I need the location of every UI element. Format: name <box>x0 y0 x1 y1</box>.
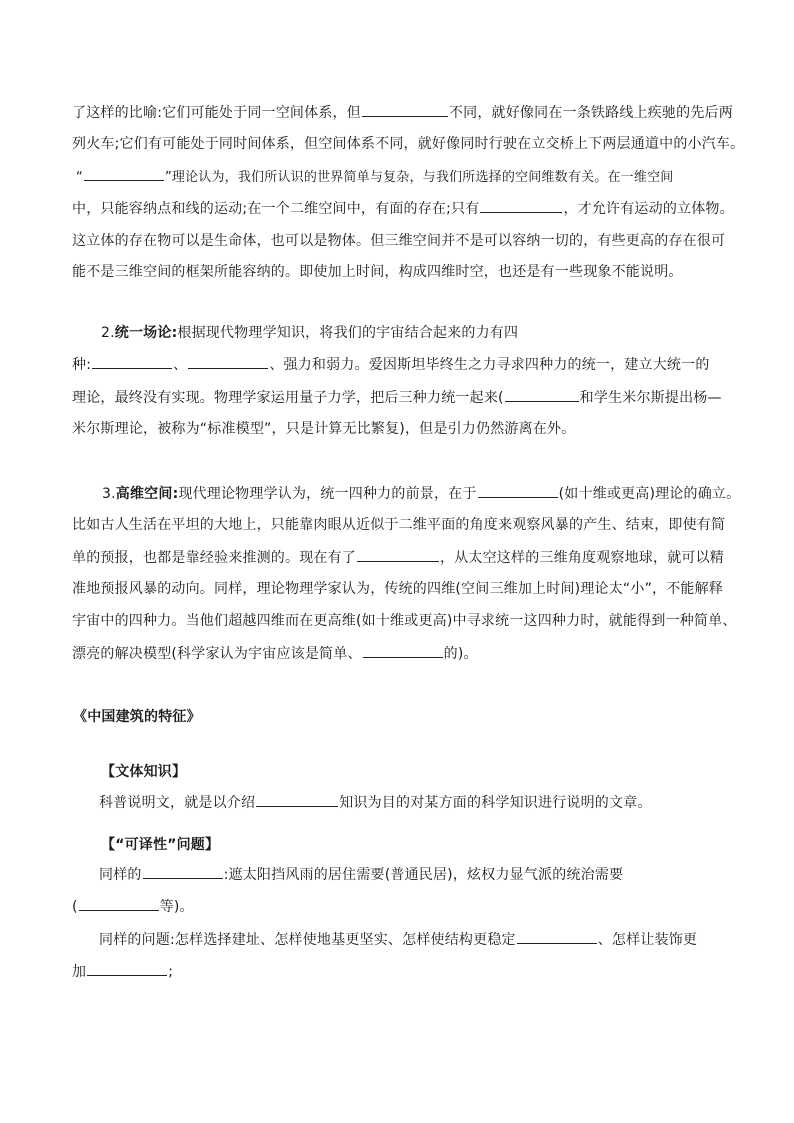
fill-blank <box>505 387 579 402</box>
p3-line-4: 准地预报风暴的动向。同样，理论物理学家认为，传统的四维(空间三维加上时间)理论太“小”，不能解释 <box>72 581 724 597</box>
fill-blank <box>362 102 448 117</box>
s2-line-1: 同样的 :遮太阳挡风雨的居住需要(普通民居)，炫权力显气派的统治需要 <box>99 864 623 885</box>
fill-blank <box>92 354 172 369</box>
s2-line-2: ( 等)。 <box>72 896 194 917</box>
p3-line-6: 漂亮的解决模型(科学家认为宇宙应该是简单、 的)。 <box>72 643 478 664</box>
fill-blank <box>87 961 167 976</box>
p1-line-1: 了这样的比喻:它们可能处于同一空间体系，但 不同，就好像同在一条铁路线上疾驰的先后两 <box>72 102 733 123</box>
s2-line-4: 加 ; <box>72 961 173 982</box>
s2-knowledge-line: 科普说明文，就是以介绍 知识为目的对某方面的科学知识进行说明的文章。 <box>99 792 652 813</box>
p1-line-5: 这立体的存在物可以是生命体，也可以是物体。但三维空间并不是可以容纳一切的，有些更高的存在很可 <box>72 233 726 249</box>
p1-line-6: 能不是三维空间的框架所能容纳的。即使加上时间，构成四维时空，也还是有一些现象不能说明。 <box>72 264 683 280</box>
p3-line-5: 宇宙中的四种力。当他们超越四维而在更高维(如十维或更高)中寻求统一这四种力时，就能得到一种简单、 <box>72 613 737 629</box>
fill-blank <box>84 166 164 181</box>
p3-line-3: 单的预报，也都是靠经验来推测的。现在有了 ，从太空这样的三维角度观察地球，就可以精 <box>72 547 724 568</box>
fill-blank <box>517 929 597 944</box>
p2-line-3: 理论，最终没有实现。物理学家运用量子力学，把后三种力统一起来( 和学生米尔斯提出杨— <box>72 387 722 408</box>
s2-line-3: 同样的问题:怎样选择建址、怎样使地基更坚实、怎样使结构更稳定 、怎样让装饰更 <box>99 929 697 950</box>
translatability-heading: 【“可译性”问题】 <box>101 837 220 853</box>
p3-line-1: 3.高维空间:现代理论物理学认为，统一四种力的前景，在于 (如十维或更高)理论的确立。 <box>102 483 740 504</box>
p3-line-2: 比如古人生活在平坦的大地上，只能靠肉眼从近似于二维平面的角度来观察风暴的产生、结束，即使有简 <box>72 517 726 533</box>
p2-line-1: 2.统一场论:根据现代物理学知识，将我们的宇宙结合起来的力有四 <box>101 325 519 341</box>
fill-blank <box>188 354 268 369</box>
fill-blank <box>478 483 558 498</box>
p2-line-4: 米尔斯理论，被称为“标准模型”，只是计算无比繁复)，但是引力仍然游离在外。 <box>72 421 576 437</box>
p2-line-2: 种: 、 、强力和弱力。爱因斯坦毕终生之力寻求四种力的统一，建立大统一的 <box>72 354 710 375</box>
fill-blank <box>357 547 439 562</box>
fill-blank <box>143 864 223 879</box>
p1-line-2: 列火车;它们有可能处于同时间体系，但空间体系不同，就好像同时行驶在立交桥上下两层通道中的小汽车。 <box>72 136 745 152</box>
p1-line-4: 中，只能容纳点和线的运动;在一个二维空间中，有面的存在;只有 ，才允许有运动的立体物。 <box>72 198 734 219</box>
p1-line-3: “ ”理论认为，我们所认识的世界简单与复杂，与我们所选择的空间维数有关。在一维空间 <box>76 166 673 188</box>
fill-blank <box>363 643 443 658</box>
fill-blank <box>480 198 562 213</box>
fill-blank <box>256 792 338 807</box>
fill-blank <box>79 896 159 911</box>
section-title: 《中国建筑的特征》 <box>73 709 201 725</box>
style-knowledge-heading: 【文体知识】 <box>101 764 187 780</box>
